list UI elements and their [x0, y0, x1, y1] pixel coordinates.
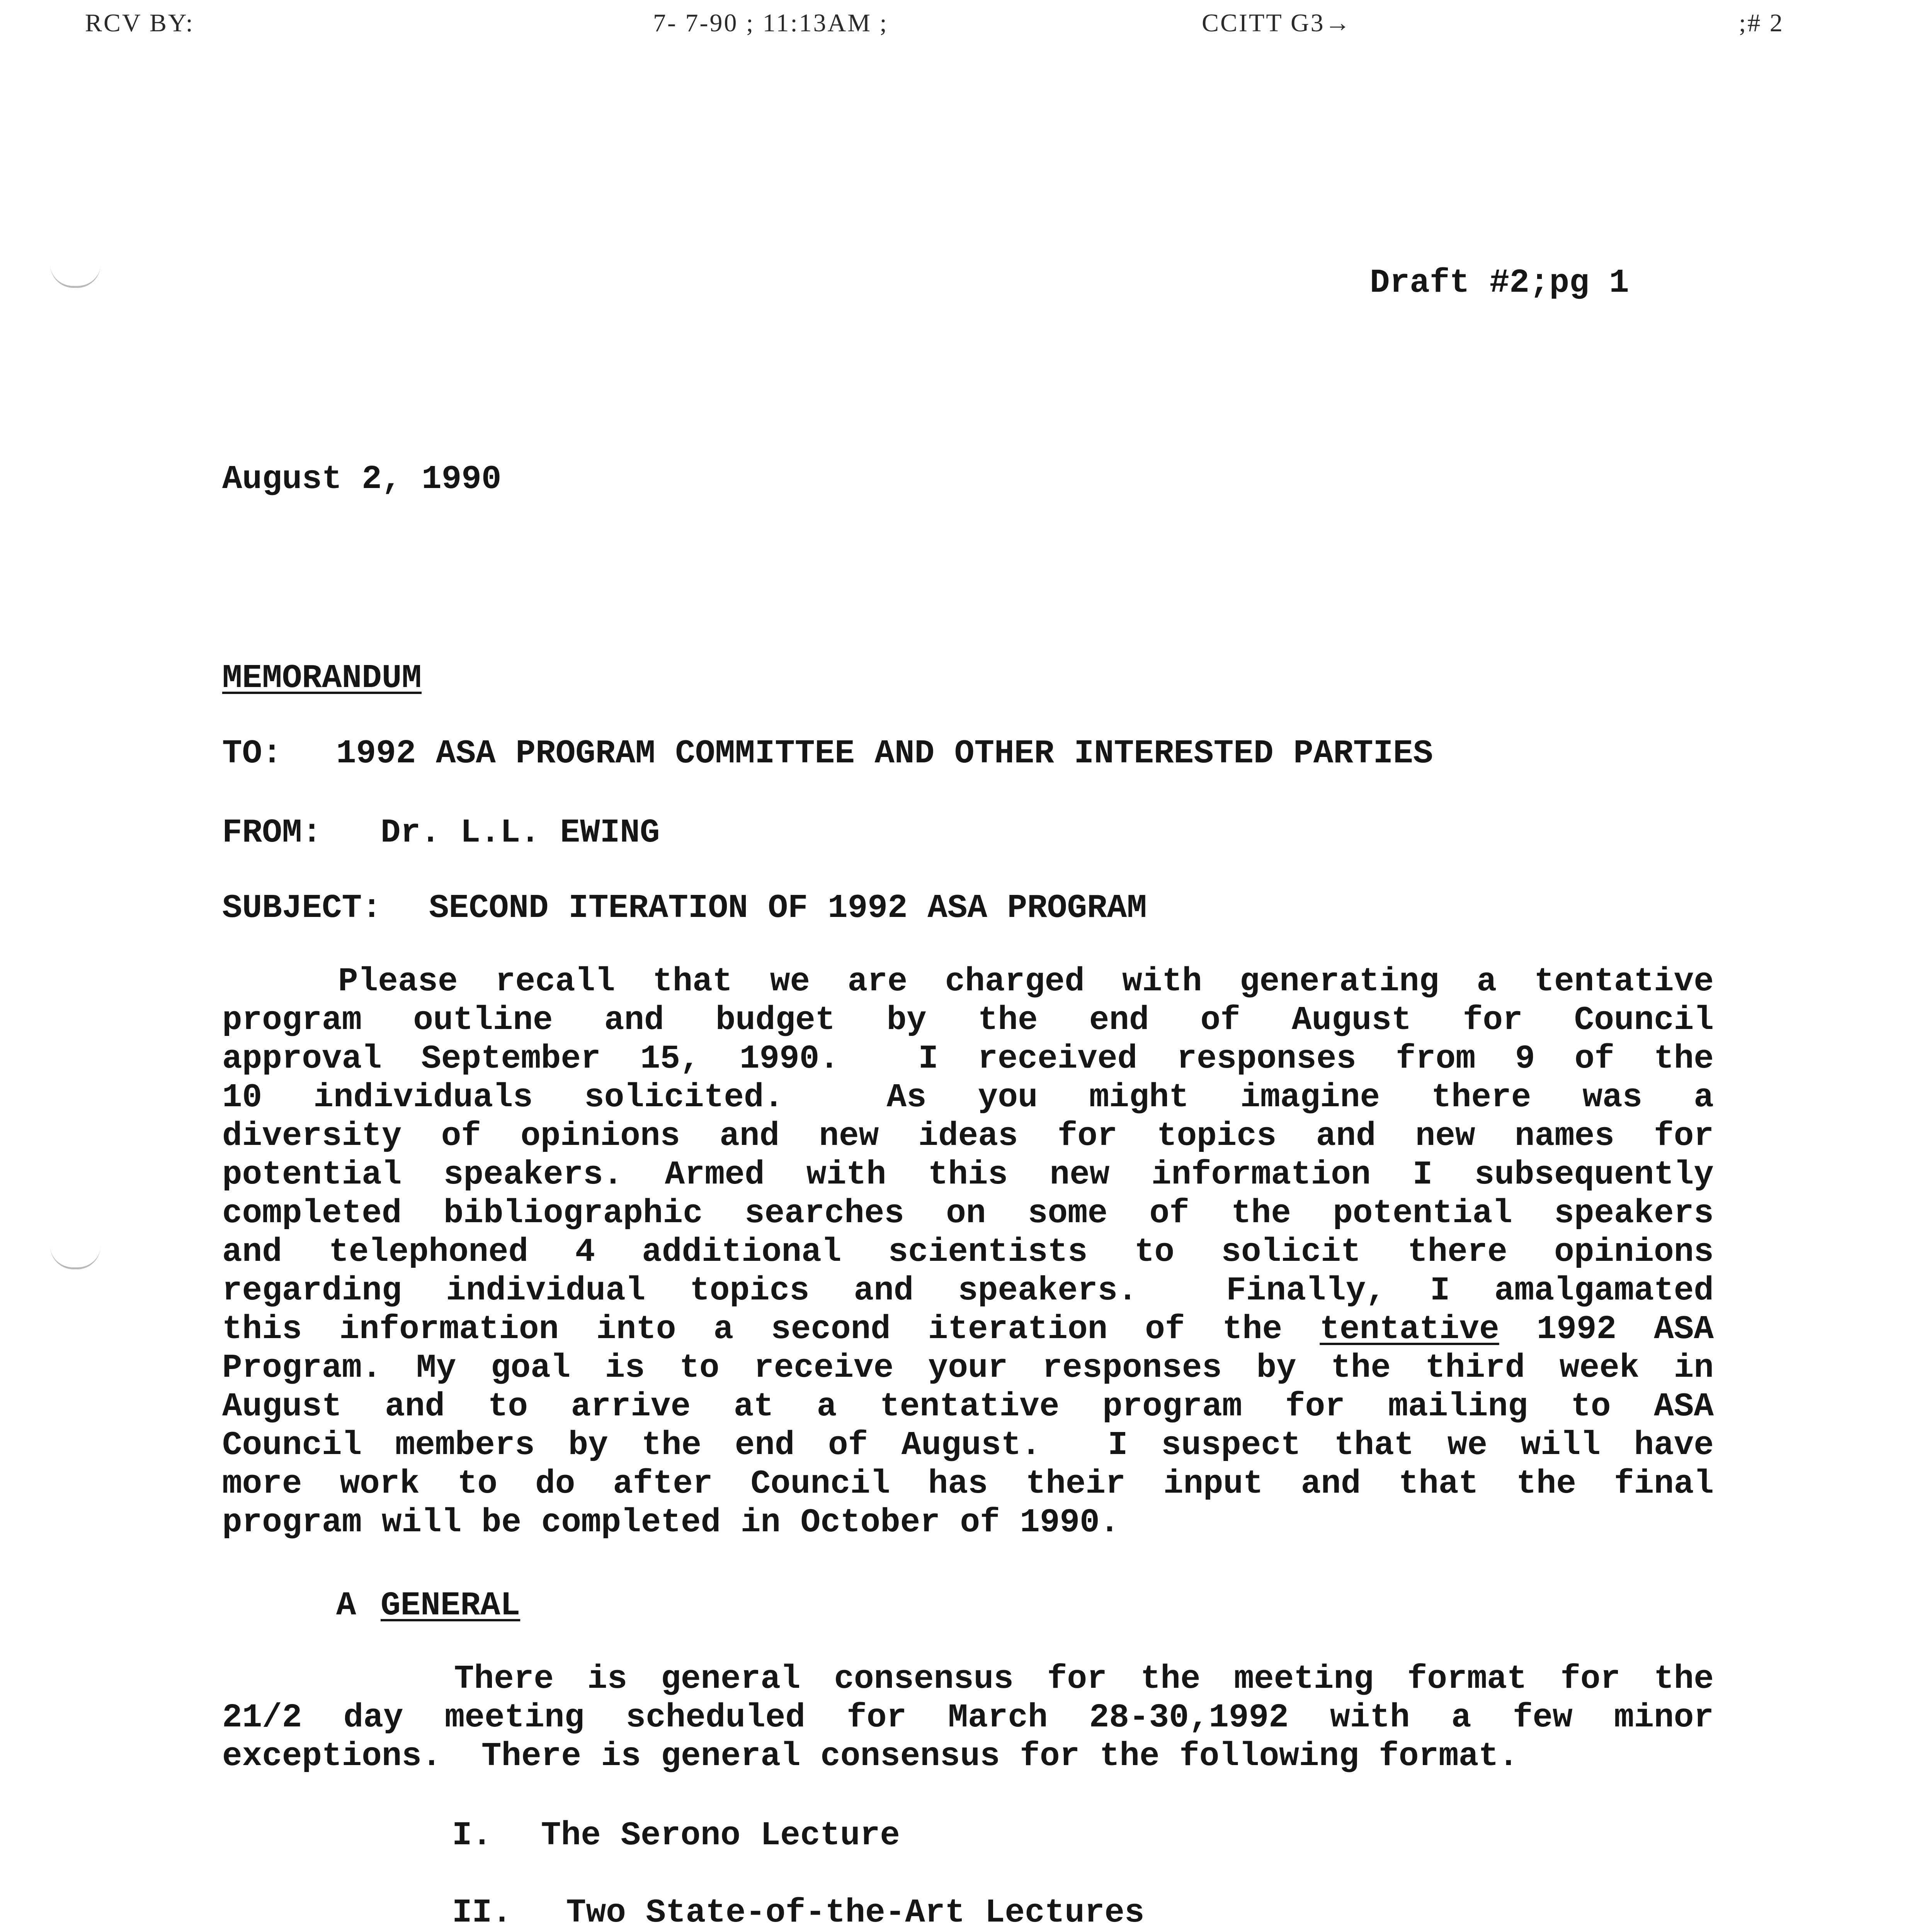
- paragraph-line: 10 individuals solicited. As you might imagine there was a: [222, 1078, 1714, 1116]
- paragraph-intro: [222, 962, 1714, 1542]
- format-list-item: [452, 1893, 1145, 1932]
- from-value: Dr. L.L. EWING: [381, 814, 660, 852]
- paragraph-line: Program. My goal is to receive your responses by the third week in: [222, 1349, 1714, 1387]
- paragraph-line: August and to arrive at a tentative program for mailing to ASA: [222, 1388, 1714, 1425]
- punch-hole-mark: [50, 263, 100, 288]
- paragraph-line-with-emphasis: [222, 1310, 1714, 1349]
- emphasized-word: tentative: [1320, 1310, 1499, 1348]
- list-numeral: II.: [452, 1894, 512, 1932]
- section-letter: A: [336, 1587, 356, 1624]
- list-text: The Serono Lecture: [541, 1816, 900, 1854]
- memo-date: August 2, 1990: [222, 460, 502, 498]
- paragraph-line: regarding individual topics and speakers. Finally, I amalgamated: [222, 1272, 1714, 1310]
- paragraph-line-part: this information into a second iteration of the: [222, 1310, 1320, 1348]
- paragraph-line: more work to do after Council has their input and that the final: [222, 1465, 1714, 1503]
- subject-label: SUBJECT:: [222, 889, 382, 927]
- list-text: Two State-of-the-Art Lectures: [566, 1894, 1145, 1932]
- paragraph-line: Council members by the end of August. I suspect that we will have: [222, 1426, 1714, 1464]
- paragraph-line: approval September 15, 1990. I received responses from 9 of the: [222, 1040, 1714, 1078]
- to-label: TO:: [222, 735, 282, 772]
- paragraph-line: There is general consensus for the meeting format for the: [454, 1660, 1714, 1698]
- subject-value: SECOND ITERATION OF 1992 ASA PROGRAM: [429, 889, 1147, 927]
- paragraph-line: diversity of opinions and new ideas for topics and new names for: [222, 1117, 1714, 1155]
- paragraph-line: program will be completed in October of 1990.: [222, 1503, 1120, 1541]
- section-title: GENERAL: [381, 1587, 520, 1624]
- fax-page-number: ;# 2: [1739, 9, 1784, 37]
- fax-received-by: RCV BY:: [85, 9, 194, 37]
- paragraph-line: program outline and budget by the end of August for Council: [222, 1001, 1714, 1039]
- paragraph-line: and telephoned 4 additional scientists to solicit there opinions: [222, 1233, 1714, 1271]
- paragraph-line: 21/2 day meeting scheduled for March 28-30,1992 with a few minor: [222, 1699, 1714, 1736]
- paragraph-line: potential speakers. Armed with this new information I subsequently: [222, 1156, 1714, 1194]
- paragraph-line-part: 1992 ASA: [1499, 1310, 1714, 1348]
- list-numeral: I.: [452, 1816, 492, 1854]
- fax-datetime: 7- 7-90 ; 11:13AM ;: [653, 9, 888, 37]
- fax-header: [0, 9, 1917, 51]
- paragraph-line: completed bibliographic searches on some of the potential speakers: [222, 1194, 1714, 1232]
- memo-title: MEMORANDUM: [222, 659, 422, 697]
- punch-hole-mark: [50, 1244, 100, 1269]
- draft-label: Draft #2;pg 1: [1370, 264, 1629, 302]
- from-label: FROM:: [222, 814, 322, 852]
- paragraph-line: Please recall that we are charged with generating a tentative: [338, 963, 1714, 1000]
- paragraph-line: exceptions. There is general consensus for the following format.: [222, 1737, 1519, 1775]
- to-value: 1992 ASA PROGRAM COMMITTEE AND OTHER INTERESTED PARTIES: [336, 735, 1433, 772]
- fax-device: CCITT G3→: [1202, 9, 1352, 37]
- format-list-item: [452, 1816, 900, 1855]
- paragraph-general: [222, 1660, 1714, 1776]
